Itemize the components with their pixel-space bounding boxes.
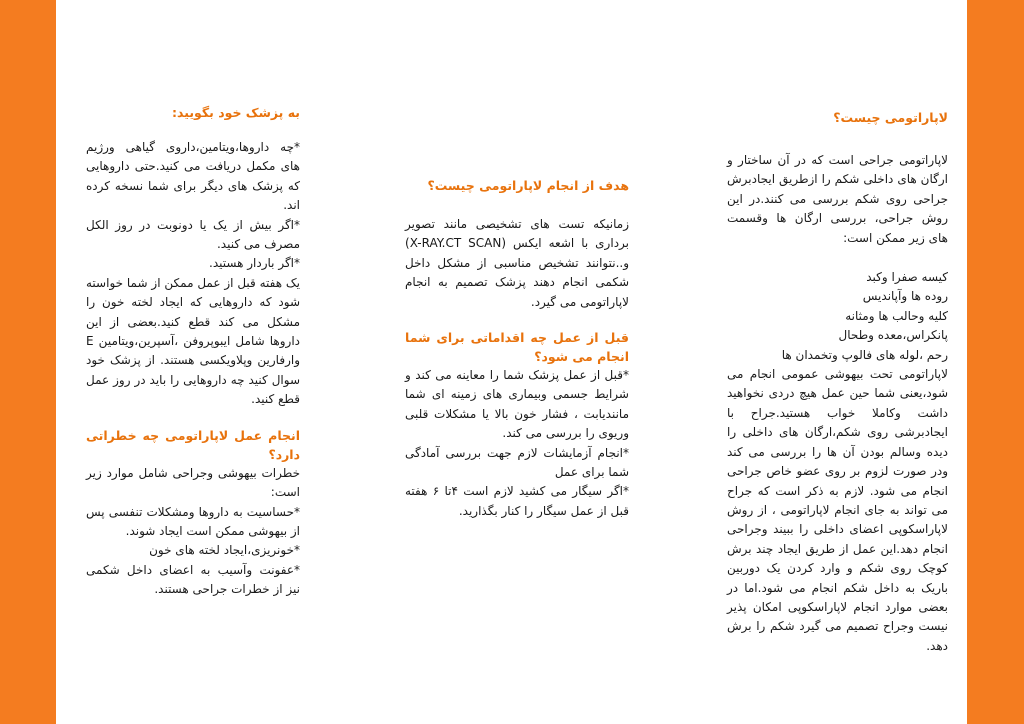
left-orange-band	[0, 0, 56, 724]
preparation-item: *قبل از عمل پزشک شما را معاینه می کند و شرایط جسمی وبیماری های زمینه ای شما مانندیابت ، فشار خون بالا یا مشکلات قلبی وریوی را بررسی می کند.	[405, 368, 629, 441]
tell-doctor-item: *چه داروها،ویتامین،داروی گیاهی ورژیم های مکمل دریافت می کنید.حتی داروهایی که پزشک های دیگر برای شما نسخه کرده اند.	[86, 140, 300, 213]
heading-risks: انجام عمل لاپاراتومی چه خطراتی دارد؟	[86, 427, 300, 462]
column-purpose-and-preparation	[405, 176, 629, 521]
body-paragraph: لاپاراتومی تحت بیهوشی عمومی انجام می شود،یعنی شما حین عمل هیچ دردی نخواهید داشت وکاملا خواب هستید.جراح با ایجادبرشی روی شکم،ارگان های داخلی را دیده وسالم بودن آن ها را بررسی می کند ودر صورت لزوم بر روی عضو خاص جراحی انجام می شود. لازم به ذکر است که جراح می تواند به جای انجام لاپاراتومی ، از روش لاپاراسکوپی اعضای داخلی را ببیند وجراحی انجام دهد.این عمل از طریق ایجاد چند برش کوچک روی شکم و وارد کردن یک دوربین باریک به داخل شکم انجام می شود.اما در بعضی موارد انجام لاپاراسکوپی امکان پذیر نیست وجراح تصمیم می گیرد شکم را برش دهد.	[727, 367, 948, 653]
organ-item: پانکراس،معده وطحال	[838, 328, 948, 343]
organ-list	[727, 268, 948, 365]
tell-doctor-item: *اگر بیش از یک یا دونوبت در روز الکل مصرف می کنید.	[86, 217, 300, 252]
column-what-is-laparotomy	[727, 108, 948, 656]
heading-what-is-laparotomy: لاپاراتومی چیست؟	[833, 110, 948, 125]
preparation-item: *انجام آزمایشات لازم جهت بررسی آمادگی شما برای عمل	[405, 445, 629, 480]
heading-tell-your-doctor: به پزشک خود بگویید:	[172, 105, 300, 120]
intro-paragraph: لاپاراتومی جراحی است که در آن ساختار و ارگان های داخلی شکم را ازطریق ایجادبرش جراحی روی شکم بررسی می کنند.در این روش جراحی، بررسی ارگان ها وقسمت های زیر ممکن است:	[727, 153, 948, 245]
heading-preparation: قبل از عمل چه اقداماتی برای شما انجام می شود؟	[405, 330, 629, 365]
right-orange-band	[967, 0, 1024, 724]
medication-paragraph: یک هفته قبل از عمل ممکن از شما خواسته شود که داروهایی که ایجاد لخته خون را مشکل می کند قطع کنید.بعضی از این داروها شامل ایبوپروفن ،آسپرین،ویتامین E وارفارین وپلاویکسی هستند. از پزشک خود سوال کنید چه داروهایی را باید در روز عمل قطع کنید.	[86, 275, 300, 407]
column-tell-doctor-and-risks	[86, 103, 300, 600]
preparation-item: *اگر سیگار می کشید لازم است ۴تا ۶ هفته قبل از عمل سیگار را کنار بگذارید.	[405, 484, 629, 518]
risk-item: *خونریزی،ایجاد لخته های خون	[149, 543, 300, 558]
heading-purpose: هدف از انجام لاپاراتومی چیست؟	[427, 178, 629, 193]
risk-item: *عفونت وآسیب به اعضای داخل شکمی نیز از خطرات جراحی هستند.	[86, 562, 300, 597]
tell-doctor-item: *اگر باردار هستید.	[209, 256, 300, 271]
organ-item: رحم ،لوله های فالوپ وتخمدان ها	[781, 347, 948, 362]
risk-item: *حساسیت به داروها ومشکلات تنفسی پس از بیهوشی ممکن است ایجاد شوند.	[86, 504, 300, 538]
purpose-paragraph: زمانیکه تست های تشخیصی مانند تصویر برداری با اشعه ایکس (X-RAY.CT SCAN) و..نتوانند تشخیص مناسبی از مشکل داخل شکمی انجام دهند پزشک تصمیم به انجام لاپاراتومی می گیرد.	[405, 217, 629, 309]
risks-intro: خطرات بیهوشی وجراحی شامل موارد زیر است:	[86, 465, 300, 500]
organ-item: کیسه صفرا وکبد	[866, 270, 948, 285]
organ-item: کلیه وحالب ها ومثانه	[845, 308, 948, 323]
organ-item: روده ها وآپاندیس	[862, 289, 948, 304]
